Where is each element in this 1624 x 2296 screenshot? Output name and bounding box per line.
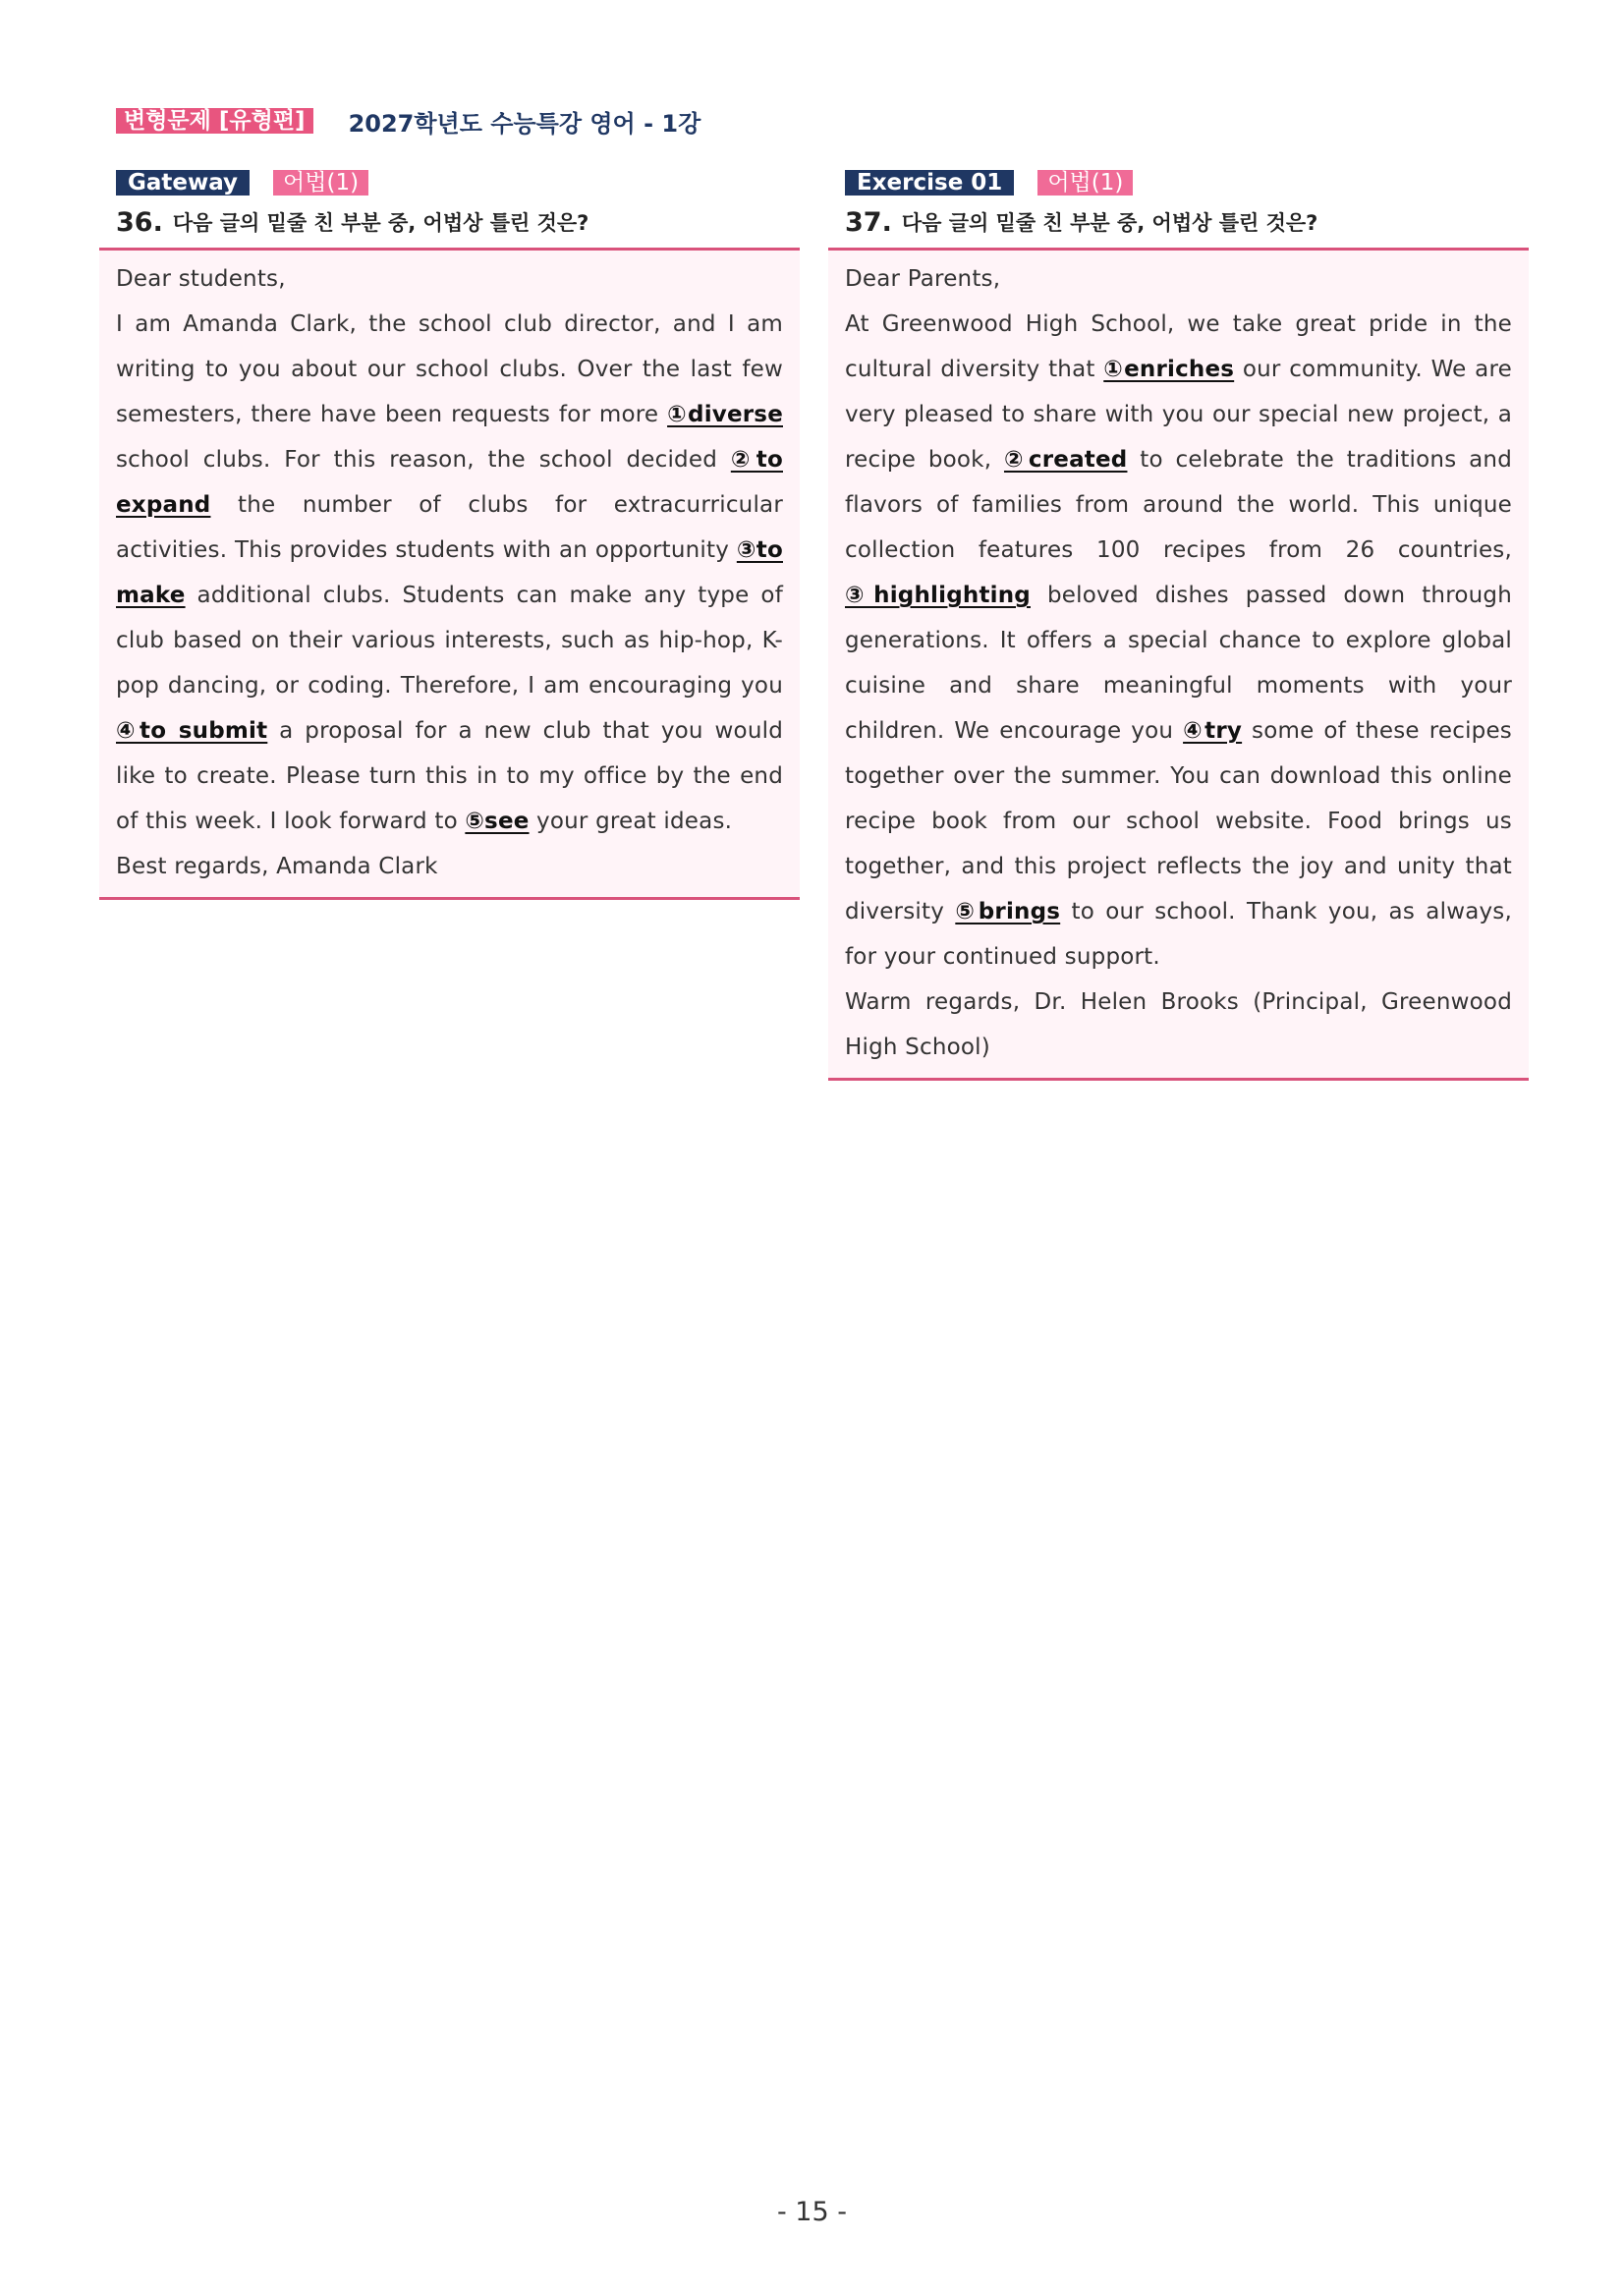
passage-paragraph (116, 302, 783, 844)
underlined-choice: ②to expand (116, 447, 783, 518)
passage-text: additional clubs. Students can make any type of club based on their various interests, such as hip-hop, K-pop dancing, or coding. Therefore, I am encouraging you (116, 583, 783, 699)
underlined-choice: ②created (1003, 447, 1128, 473)
question-number: 36. (116, 206, 163, 238)
passage-text: a proposal for a new club that you would like to create. Please turn this in to my office by the end of this week. I look forward to (116, 718, 783, 834)
type-tag: 어법(1) (1037, 170, 1133, 196)
right-tags-row (828, 169, 1529, 196)
underlined-choice: ④try (1183, 718, 1243, 744)
right-question-column (828, 169, 1529, 1081)
passage-box (99, 248, 800, 900)
passage-paragraph (116, 256, 783, 302)
question-heading (99, 202, 800, 242)
page-header (116, 104, 700, 138)
underlined-choice: ③highlighting (845, 583, 1031, 608)
page-title: 2027학년도 수능특강 영어 - 1강 (348, 109, 701, 138)
passage-paragraph (116, 844, 783, 889)
passage-text: Warm regards, Dr. Helen Brooks (Principal, Greenwood High School) (845, 989, 1512, 1060)
passage-text: to celebrate the traditions and flavors of families from around the world. This unique collection features 100 recipes from 26 countries, (845, 447, 1513, 563)
question-heading (828, 202, 1529, 242)
underlined-choice: ④to submit (116, 718, 268, 744)
underlined-choice: ①enriches (1103, 357, 1235, 382)
passage-text: beloved dishes passed down through generations. It offers a special chance to explore global cuisine and share meaningful moments with your children. We encourage you (845, 583, 1512, 744)
passage-text: Dear students, (116, 266, 286, 292)
underlined-choice: ⑤see (465, 809, 530, 834)
passage-paragraph (845, 980, 1512, 1070)
passage-text: school clubs. For this reason, the school decided (116, 447, 731, 473)
underlined-choice: ⑤brings (955, 899, 1061, 924)
passage-text: our community. We are very pleased to share with you our special new project, a recipe book, (845, 357, 1512, 473)
passage-text: At Greenwood High School, we take great pride in the cultural diversity that (845, 311, 1512, 382)
section-tag: 변형문제 [유형편] (116, 108, 313, 134)
passage-text: Dear Parents, (845, 266, 1001, 292)
left-question-column (99, 169, 800, 900)
category-tag: Gateway (116, 170, 250, 196)
underlined-choice: ①diverse (667, 402, 783, 427)
passage-text: some of these recipes together over the summer. You can download this online recipe book from our school website. Food brings us together, and this project reflects the joy and unity that diversity (845, 718, 1512, 924)
passage-text: I am Amanda Clark, the school club director, and I am writing to you about our school clubs. Over the last few semesters, there have been requests for more (116, 311, 783, 427)
passage-text: the number of clubs for extracurricular activities. This provides students with an opportunity (116, 492, 783, 563)
passage-text: your great ideas. (529, 809, 733, 834)
type-tag: 어법(1) (273, 170, 368, 196)
passage-text: Best regards, Amanda Clark (116, 854, 438, 879)
category-tag: Exercise 01 (845, 170, 1014, 196)
underlined-choice: ③to make (116, 537, 783, 608)
question-text: 다음 글의 밑줄 친 부분 중, 어법상 틀린 것은? (172, 211, 589, 235)
page-number: - 15 - (776, 2197, 847, 2227)
question-text: 다음 글의 밑줄 친 부분 중, 어법상 틀린 것은? (901, 211, 1318, 235)
passage-paragraph (845, 256, 1512, 302)
passage-paragraph (845, 302, 1512, 980)
question-number: 37. (845, 206, 892, 238)
passage-box (828, 248, 1529, 1081)
passage-text: to our school. Thank you, as always, for your continued support. (845, 899, 1513, 970)
left-tags-row (99, 169, 800, 196)
